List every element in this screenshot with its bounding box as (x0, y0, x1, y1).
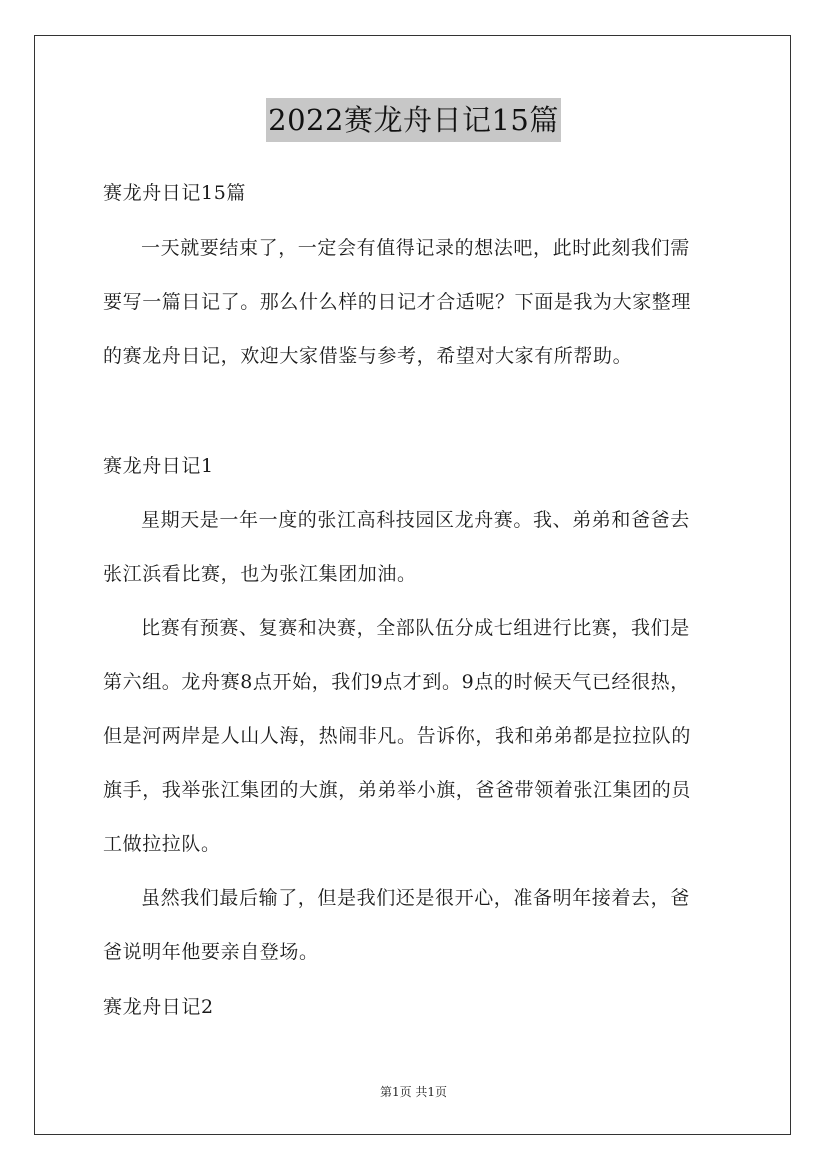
paragraph-2-line-5: 工做拉拉队。 (103, 833, 221, 855)
document-title: 2022赛龙舟日记15篇 (266, 98, 561, 142)
paragraph-2-line-4: 旗手，我举张江集团的大旗，弟弟举小旗，爸爸带领着张江集团的员 (103, 779, 692, 801)
paragraph-1-line-2: 张江浜看比赛，也为张江集团加油。 (103, 563, 417, 585)
paragraph-2-line-1: 比赛有预赛、复赛和决赛，全部队伍分成七组进行比赛，我们是 (141, 617, 690, 639)
intro-paragraph-line-3: 的赛龙舟日记，欢迎大家借鉴与参考，希望对大家有所帮助。 (103, 345, 633, 367)
paragraph-3-line-2: 爸说明年他要亲自登场。 (103, 941, 319, 963)
paragraph-1-line-1: 星期天是一年一度的张江高科技园区龙舟赛。我、弟弟和爸爸去 (141, 509, 690, 531)
page-footer: 第1页 共1页 (379, 1085, 448, 1099)
section-heading-2: 赛龙舟日记2 (103, 996, 214, 1018)
subtitle-heading: 赛龙舟日记15篇 (103, 182, 246, 204)
section-heading-1: 赛龙舟日记1 (103, 455, 214, 477)
paragraph-2-line-3: 但是河两岸是人山人海，热闹非凡。告诉你，我和弟弟都是拉拉队的 (103, 725, 692, 747)
intro-paragraph-line-1: 一天就要结束了，一定会有值得记录的想法吧，此时此刻我们需 (141, 237, 690, 259)
paragraph-2-line-2: 第六组。龙舟赛8点开始，我们9点才到。9点的时候天气已经很热， (103, 671, 690, 693)
paragraph-3-line-1: 虽然我们最后输了，但是我们还是很开心，准备明年接着去，爸 (141, 887, 690, 909)
title-container (0, 98, 827, 142)
intro-paragraph-line-2: 要写一篇日记了。那么什么样的日记才合适呢？下面是我为大家整理 (103, 291, 692, 313)
